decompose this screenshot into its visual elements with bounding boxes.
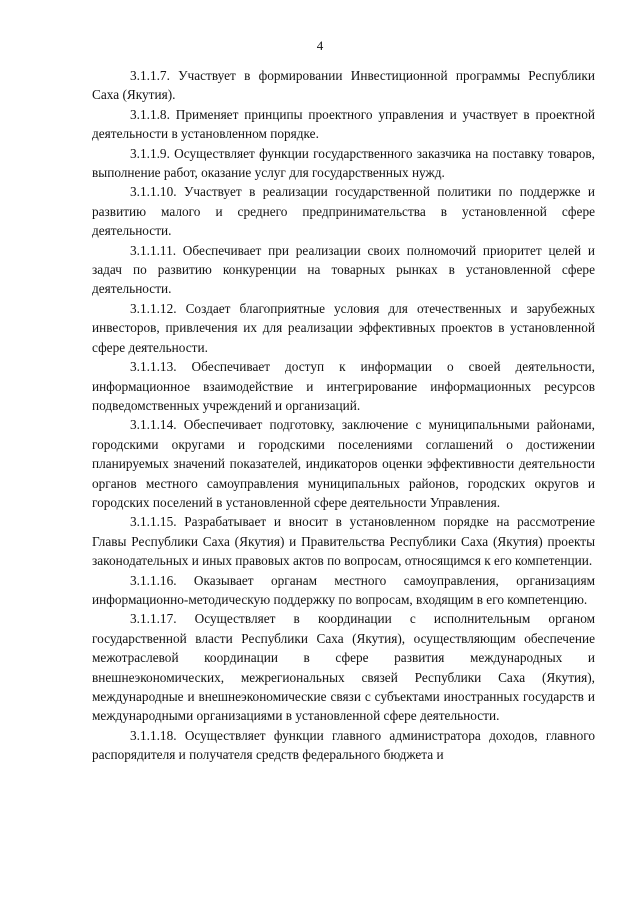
page-number: 4 <box>316 38 324 53</box>
paragraph-3-1-1-16: 3.1.1.16. Оказывает органам местного самоуправления, организациям информационно-методическую поддержку по вопросам, входящим в его компетенцию. <box>92 572 595 607</box>
document-body <box>92 66 595 765</box>
paragraph-3-1-1-17: 3.1.1.17. Осуществляет в координации с исполнительным органом государственной власти Республики Саха (Якутия), осуществляющим обеспечение межотраслевой координации в сфере развития международных и внешнеэкономических, межрегиональных связей Республики Саха (Якутия), международные и внешнеэкономические связи с субъектами иностранных государств и международными организациями в установленной сфере деятельности. <box>92 611 595 724</box>
paragraph-3-1-1-9: 3.1.1.9. Осуществляет функции государственного заказчика на поставку товаров, выполнение работ, оказание услуг для государственных нужд. <box>92 145 595 181</box>
paragraph-3-1-1-7: 3.1.1.7. Участвует в формировании Инвестиционной программы Республики Саха (Якутия). <box>92 68 595 103</box>
paragraph-3-1-1-13: 3.1.1.13. Обеспечивает доступ к информации о своей деятельности, информационное взаимодействие и интегрирование информационных ресурсов подведомственных учреждений и организаций. <box>92 359 595 413</box>
paragraph-3-1-1-11: 3.1.1.11. Обеспечивает при реализации своих полномочий приоритет целей и задач по развитию конкуренции на товарных рынках в установленной сфере деятельности. <box>92 242 595 297</box>
paragraph-3-1-1-14: 3.1.1.14. Обеспечивает подготовку, заключение с муниципальными районами, городскими округами и городскими поселениями соглашений о достижении планируемых значений показателей, индикаторов оценки эффективности деятельности органов местного самоуправления муниципальных районов, городских округов и городских поселений в установленной сфере деятельности Управления. <box>92 417 595 510</box>
paragraph-3-1-1-10: 3.1.1.10. Участвует в реализации государственной политики по поддержке и развитию малого и среднего предпринимательства в установленной сфере деятельности. <box>92 184 595 239</box>
paragraph-3-1-1-12: 3.1.1.12. Создает благоприятные условия для отечественных и зарубежных инвесторов, привлечения их для реализации эффективных проектов в установленной сфере деятельности. <box>92 300 595 355</box>
paragraph-3-1-1-8: 3.1.1.8. Применяет принципы проектного управления и участвует в проектной деятельности в установленном порядке. <box>92 106 595 142</box>
paragraph-3-1-1-15: 3.1.1.15. Разрабатывает и вносит в установленном порядке на рассмотрение Главы Республики Саха (Якутия) и Правительства Республики Саха (Якутия) проекты законодательных и иных правовых актов по вопросам, относящимся к его компетенции. <box>92 514 595 569</box>
paragraph-3-1-1-18: 3.1.1.18. Осуществляет функции главного администратора доходов, главного распорядителя и получателя средств федерального бюджета и <box>92 727 595 763</box>
